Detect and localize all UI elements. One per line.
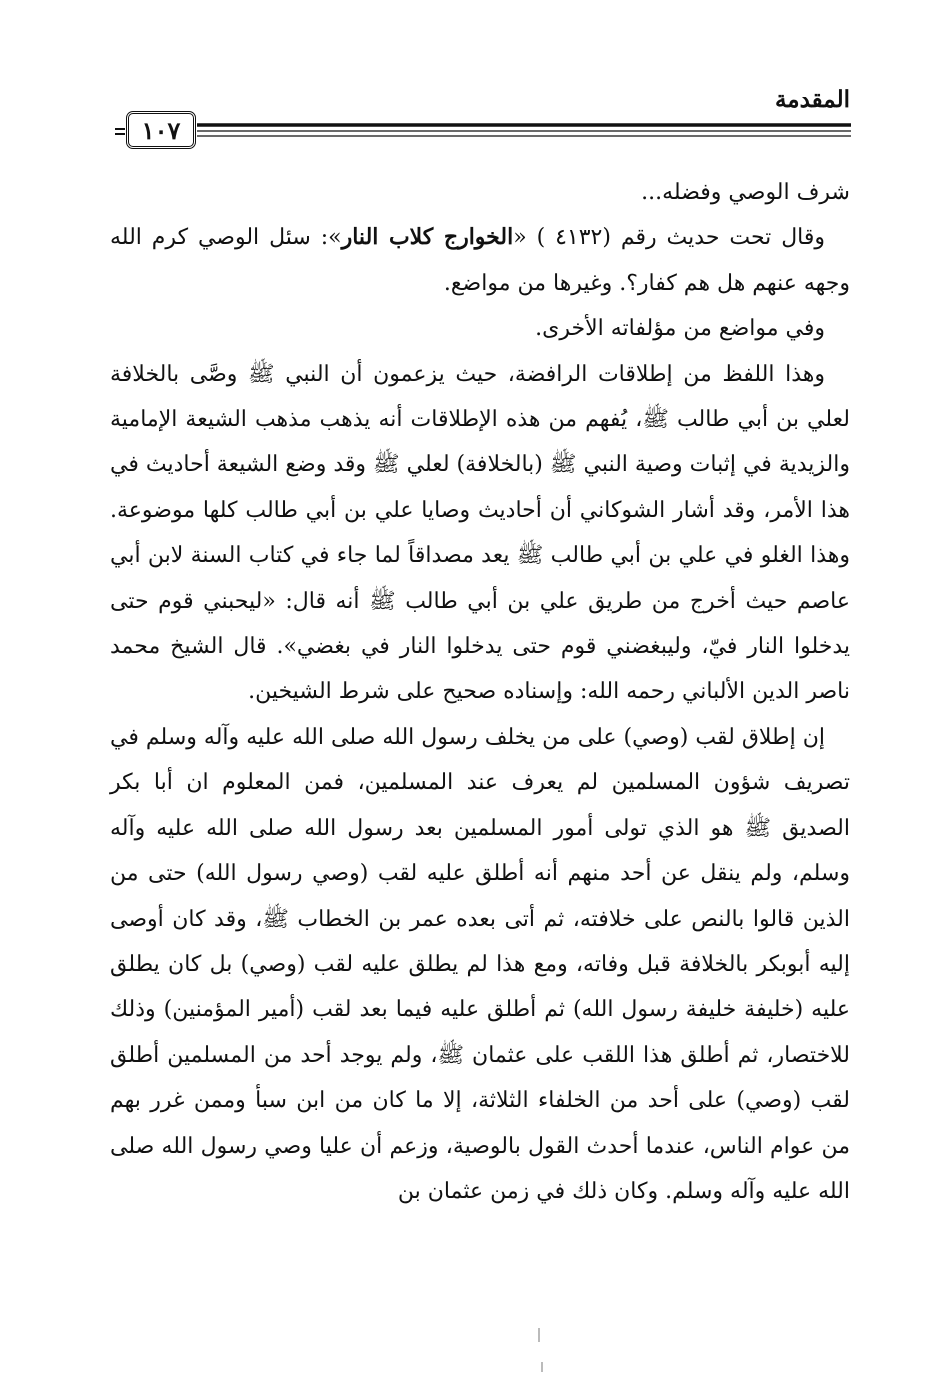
paragraph-5: إن إطلاق لقب (وصي) على من يخلف رسول الله صلى الله عليه وآله وسلم في تصريف شؤون المسلمين لم يعرف عند المسلمين، فمن المعلوم ان أبا بكر الصديق ﷺ هو الذي تولى أمور المسلمين بعد رسول الله صلى الله عليه وآله وسلم، ولم ينقل عن أحد منهم أنه أطلق عليه لقب (وصي رسول الله) حتى من الذين قالوا بالنص على خلافته، ثم أتى بعده عمر بن الخطاب ﷺ، وقد كان أوصى إليه أبوبكر بالخلافة قبل وفاته، ومع هذا لم يطلق عليه لقب (وصي) بل كان يطلق عليه (خليفة خليفة رسول الله) ثم أطلق عليه فيما بعد لقب (أمير المؤمنين) وذلك للاختصار، ثم أطلق هذا اللقب على عثمان ﷺ، ولم يوجد أحد من المسلمين أطلق لقب (وصي) على أحد من الخلفاء الثلاثة، إلا ما كان من ابن سبأ وممن غرر بهم من عوام الناس، عندما أحدث القول بالوصية، وزعم أن عليا وصي رسول الله صلى الله عليه وآله وسلم. وكان ذلك في زمن عثمان بن: [110, 724, 850, 1204]
paragraph-2-rest: »: سئل الوصي كرم الله وجهه عنهم هل هم كفار؟. وغيرها من مواضع.: [110, 225, 850, 296]
paragraph-4: وهذا اللفظ من إطلاقات الرافضة، حيث يزعمون أن النبي ﷺ وصَّى بالخلافة لعلي بن أبي طالب ﷺ، يُفهم من هذه الإطلاقات أنه يذهب مذهب الشيعة الإمامية والزيدية في إثبات وصية النبي ﷺ (بالخلافة) لعلي ﷺ وقد وضع الشيعة أحاديث في هذا الأمر، وقد أشار الشوكاني أن أحاديث وصايا علي بن أبي طالب كلها موضوعة. وهذا الغلو في علي بن أبي طالب ﷺ يعد مصداقاً لما جاء في كتاب السنة لابن أبي عاصم حيث أخرج من طريق علي بن أبي طالب ﷺ أنه قال: «ليحبني قوم حتى يدخلوا النار فيّ، وليبغضني قوم حتى يدخلوا النار في بغضي». قال الشيخ محمد ناصر الدين الألباني رحمه الله: وإسناده صحيح على شرط الشيخين.: [110, 361, 850, 705]
scan-mark: [538, 1328, 540, 1342]
page-number: [126, 111, 196, 149]
paragraph-2: [110, 215, 850, 306]
header-rule: [115, 100, 851, 160]
paragraph-2-lead: وقال تحت حديث رقم (٤١٣٢ ) «: [513, 225, 826, 251]
paragraph-3: وفي مواضع من مؤلفاته الأخرى.: [535, 316, 825, 342]
page-body: [110, 170, 850, 1214]
paragraph-1: شرف الوصي وفضله...: [641, 180, 850, 205]
scan-mark: [541, 1362, 543, 1372]
hadith-title: الخوارج كلاب النار: [341, 224, 514, 251]
running-header-title: المقدمة: [774, 86, 850, 113]
page-number-text: ١٠٧: [141, 115, 181, 145]
